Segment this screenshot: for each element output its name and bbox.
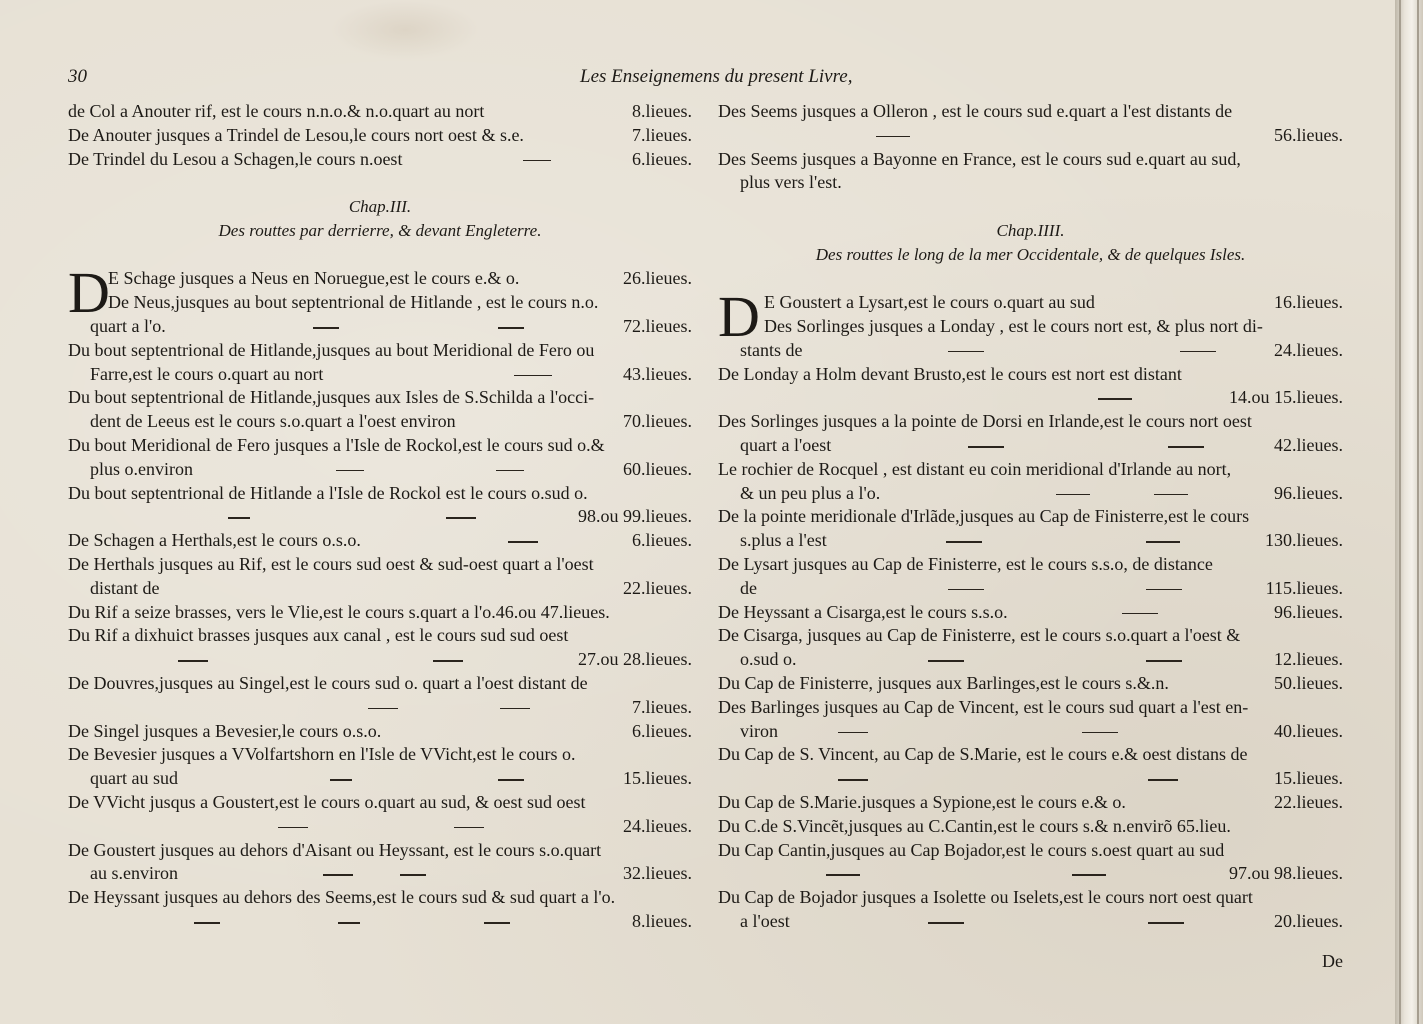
text-line: distant de 22.lieues. — [90, 577, 692, 598]
text-line: 97.ou 98.lieues. — [718, 862, 1343, 886]
chapter-body — [68, 260, 692, 933]
text-line: au s.environ 32.lieues. — [90, 863, 692, 884]
text-line: 24.lieues. — [68, 815, 692, 839]
catchword: De — [1322, 951, 1343, 971]
text-line: 56.lieues. — [718, 124, 1343, 148]
chapter-title: Des routtes par derrierre, & devant Engleterre. — [218, 221, 542, 241]
text-line: de Col a Anouter rif, est le cours n.n.o.& n.o.quart au nort 8.lieues. — [68, 101, 692, 121]
text-line: De Lysart jusques au Cap de Finisterre, est le cours s.s.o, de distance — [718, 553, 1213, 574]
text-line: De la pointe meridionale d'Irlãde,jusques au Cap de Finisterre,est le cours — [718, 506, 1250, 527]
text-line: De Schagen a Herthals,est le cours o.s.o. 6.lieues. — [68, 530, 692, 551]
text-line: Du Cap de S. Vincent, au Cap de S.Marie, est le cours e.& oest distans de — [718, 744, 1248, 765]
text-line: plus vers l'est. — [740, 172, 842, 193]
text-line: De Singel jusques a Bevesier,le cours o.s.o. 6.lieues. — [68, 720, 692, 741]
text-line: 14.ou 15.lieues. — [718, 386, 1343, 410]
text-line: Des Seems jusques a Olleron , est le cours sud e.quart a l'est distants de — [718, 101, 1233, 121]
text-line: Du bout septentrional de Hitlande,jusques aux Isles de S.Schilda a l'occi- — [68, 387, 595, 408]
text-line: quart a l'o. 72.lieues. — [90, 315, 692, 336]
text-line: viron 40.lieues. — [740, 720, 1343, 741]
running-head — [68, 60, 1343, 96]
text-line: E Goustert a Lysart,est le cours o.quart au sud 16.lieues. — [764, 292, 1343, 313]
chapter-body — [718, 284, 1343, 934]
text-line: 27.ou 28.lieues. — [68, 648, 692, 672]
drop-cap: D — [718, 284, 760, 350]
text-line: Du bout Meridional de Fero jusques a l'Isle de Rockol,est le cours sud o.& — [68, 434, 605, 455]
text-line: E Schage jusques a Neus en Noruegue,est le cours e.& o. 26.lieues. — [108, 268, 692, 289]
text-line: dent de Leeus est le cours s.o.quart a l'oest environ 70.lieues. — [90, 411, 692, 432]
text-line: Du Rif a dixhuict brasses jusques aux canal , est le cours sud sud oest — [68, 625, 569, 646]
page-number: 30 — [68, 66, 87, 87]
text-line: De Cisarga, jusques au Cap de Finisterre, est le cours s.o.quart a l'oest & — [718, 625, 1241, 646]
text-line: Du Cap de Finisterre, jusques aux Barlinges,est le cours s.&.n. 50.lieues. — [718, 672, 1343, 693]
chapter-number: Chap.IIII. — [996, 221, 1065, 241]
text-line: Du bout septentrional de Hitlande,jusques au bout Meridional de Fero ou — [68, 339, 595, 360]
text-line: Du bout septentrional de Hitlande a l'Isle de Rockol est le cours o.sud o. — [68, 482, 588, 503]
text-line: Des Barlinges jusques au Cap de Vincent, est le cours sud quart a l'est en- — [718, 696, 1249, 717]
left-column — [68, 100, 692, 934]
text-line: a l'oest 20.lieues. — [740, 910, 1343, 931]
text-line: Du Cap de S.Marie.jusques a Sypione,est le cours e.& o. 22.lieues. — [718, 791, 1343, 812]
text-line: Des Seems jusques a Bayonne en France, est le cours sud e.quart au sud, — [718, 148, 1241, 169]
text-line: De Trindel du Lesou a Schagen,le cours n.oest 6.lieues. — [68, 148, 692, 169]
chapter-title: Des routtes le long de la mer Occidentale, & de quelques Isles. — [815, 245, 1246, 265]
text-line: & un peu plus a l'o. 96.lieues. — [740, 482, 1343, 503]
text-line: o.sud o. 12.lieues. — [740, 649, 1343, 670]
text-line: De Douvres,jusques au Singel,est le cours sud o. quart a l'oest distant de — [68, 672, 588, 693]
text-line: De Neus,jusques au bout septentrional de Hitlande , est le cours n.o. — [108, 292, 599, 313]
text-line: stants de 24.lieues. — [740, 339, 1343, 360]
paper-stain — [330, 0, 480, 60]
text-line: Du Cap de Bojador jusques a Isolette ou Iselets,est le cours nort oest quart — [718, 887, 1253, 908]
text-line: 7.lieues. — [68, 696, 692, 720]
text-line: De Bevesier jusques a VVolfartshorn en l'Isle de VVicht,est le cours o. — [68, 744, 576, 765]
text-line: quart a l'oest 42.lieues. — [740, 434, 1343, 455]
text-line: De Goustert jusques au dehors d'Aisant ou Heyssant, est le cours s.o.quart — [68, 839, 602, 860]
text-line: Le rochier de Rocquel , est distant eu coin meridional d'Irlande au nort, — [718, 458, 1232, 479]
text-line: De Heyssant a Cisarga,est le cours s.s.o. 96.lieues. — [718, 601, 1343, 622]
page-edge — [1395, 0, 1423, 1024]
text-line: Du Rif a seize brasses, vers le Vlie,est le cours s.quart a l'o.46.ou 47.lieues. — [68, 601, 610, 622]
text-line: 8.lieues. — [68, 910, 692, 934]
chapter-number: Chap.III. — [348, 197, 412, 217]
text-line: Du Cap Cantin,jusques au Cap Bojador,est le cours s.oest quart au sud — [718, 839, 1225, 860]
text-line: 98.ou 99.lieues. — [68, 505, 692, 529]
text-line: Farre,est le cours o.quart au nort 43.lieues. — [90, 363, 692, 384]
text-line: De Heyssant jusques au dehors des Seems,est le cours sud & sud quart a l'o. — [68, 887, 616, 908]
text-line: de 115.lieues. — [740, 577, 1343, 598]
text-line: De VVicht jusqus a Goustert,est le cours o.quart au sud, & oest sud oest — [68, 791, 586, 812]
text-line: 15.lieues. — [718, 767, 1343, 791]
right-column — [718, 100, 1343, 934]
running-title: Les Enseignemens du present Livre, — [580, 66, 853, 87]
text-line: Des Sorlinges jusques a Londay , est le cours nort est, & plus nort di- — [764, 315, 1263, 336]
text-line: Du C.de S.Vincẽt,jusques au C.Cantin,est le cours s.& n.envirõ 65.lieu. — [718, 815, 1231, 836]
text-line: De Londay a Holm devant Brusto,est le cours est nort est distant — [718, 363, 1182, 384]
drop-cap: D — [68, 260, 110, 326]
text-line: De Herthals jusques au Rif, est le cours sud oest & sud-oest quart a l'oest — [68, 553, 594, 574]
text-line: plus o.environ 60.lieues. — [90, 458, 692, 479]
text-line: quart au sud 15.lieues. — [90, 768, 692, 789]
text-line: Des Sorlinges jusques a la pointe de Dorsi en Irlande,est le cours nort oest — [718, 411, 1252, 432]
text-line: s.plus a l'est 130.lieues. — [740, 530, 1343, 551]
text-line: De Anouter jusques a Trindel de Lesou,le cours nort oest & s.e. 7.lieues. — [68, 124, 692, 145]
